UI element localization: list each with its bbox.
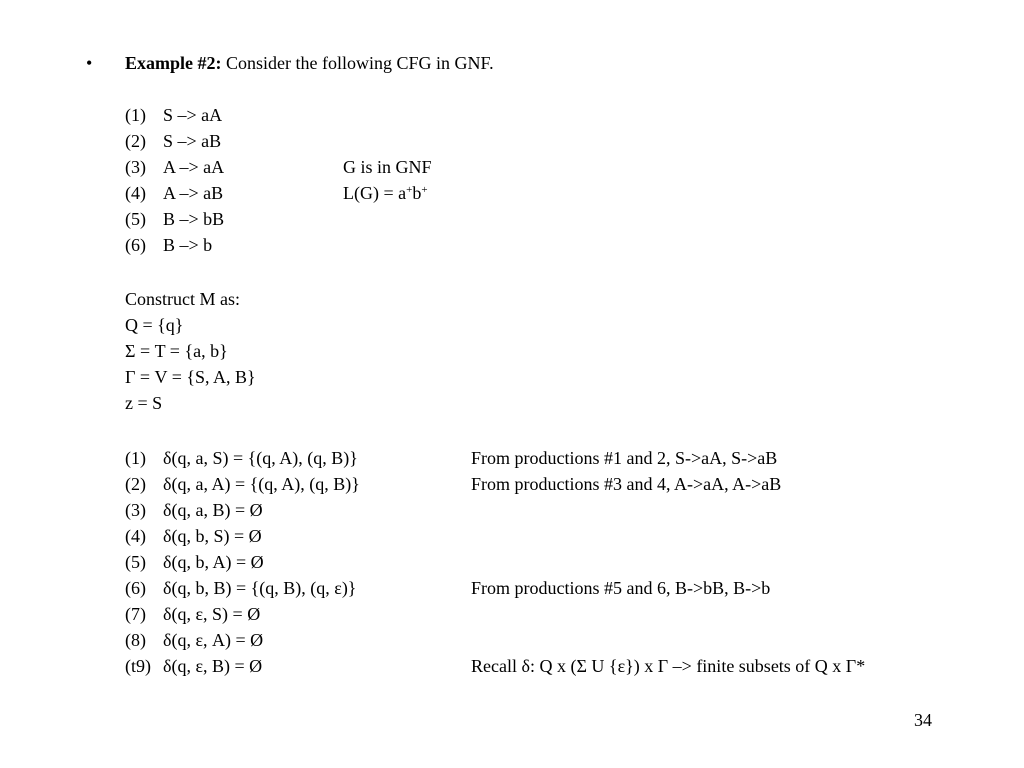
transition-rule: δ(q, ε, A) = Ø — [163, 630, 264, 650]
transition-note: From productions #3 and 4, A->aA, A->aB — [471, 474, 782, 494]
production-number: (6) — [125, 235, 146, 255]
example-heading — [125, 50, 494, 76]
language-superscript: + — [406, 184, 413, 196]
transition-note: From productions #5 and 6, B->bB, B->b — [471, 578, 771, 598]
example-heading-text: Consider the following CFG in GNF. — [221, 53, 494, 73]
transition-note: From productions #1 and 2, S->aA, S->aB — [471, 448, 778, 468]
bullet-marker: • — [86, 53, 93, 73]
transition-number: (5) — [125, 552, 146, 572]
transition-number: (3) — [125, 500, 146, 520]
construct-text: Σ = T = {a, b} — [125, 341, 228, 361]
production-rule: B –> b — [163, 235, 213, 255]
transition-rule: δ(q, a, B) = Ø — [163, 500, 263, 520]
production-rule: A –> aA — [163, 157, 225, 177]
transition-number: (8) — [125, 630, 146, 650]
production-number: (3) — [125, 157, 146, 177]
construct-text: Q = {q} — [125, 315, 184, 335]
gnf-note: G is in GNF — [343, 157, 432, 177]
language-mid: b — [412, 183, 422, 203]
production-rule: B –> bB — [163, 209, 225, 229]
transition-rule: δ(q, a, A) = {(q, A), (q, B)} — [163, 474, 360, 494]
recall-note: Recall δ: Q x (Σ U {ε}) x Γ –> finite subsets of Q x Γ* — [471, 656, 866, 676]
production-rule: S –> aA — [163, 105, 223, 125]
transition-rule: δ(q, a, S) = {(q, A), (q, B)} — [163, 448, 358, 468]
production-rule: A –> aB — [163, 183, 224, 203]
transition-number: (1) — [125, 448, 146, 468]
construct-text: z = S — [125, 393, 163, 413]
production-number: (2) — [125, 131, 146, 151]
transition-number: (6) — [125, 578, 146, 598]
construct-text: Γ = V = {S, A, B} — [125, 367, 256, 387]
example-heading-bold: Example #2: — [125, 53, 222, 73]
language-definition — [343, 180, 428, 206]
production-number: (1) — [125, 105, 146, 125]
production-number: (4) — [125, 183, 146, 203]
language-prefix: L(G) = a — [343, 183, 407, 203]
production-rule: S –> aB — [163, 131, 222, 151]
transition-rule: δ(q, ε, S) = Ø — [163, 604, 261, 624]
transition-rule: δ(q, ε, B) = Ø — [163, 656, 263, 676]
transition-number: (t9) — [125, 656, 151, 676]
language-superscript: + — [421, 184, 428, 196]
page-number: 34 — [914, 710, 932, 730]
transition-rule: δ(q, b, B) = {(q, B), (q, ε)} — [163, 578, 357, 598]
transition-rule: δ(q, b, A) = Ø — [163, 552, 264, 572]
transition-number: (2) — [125, 474, 146, 494]
transition-rule: δ(q, b, S) = Ø — [163, 526, 262, 546]
construct-text: Construct M as: — [125, 289, 240, 309]
transition-number: (4) — [125, 526, 146, 546]
transition-number: (7) — [125, 604, 146, 624]
production-number: (5) — [125, 209, 146, 229]
